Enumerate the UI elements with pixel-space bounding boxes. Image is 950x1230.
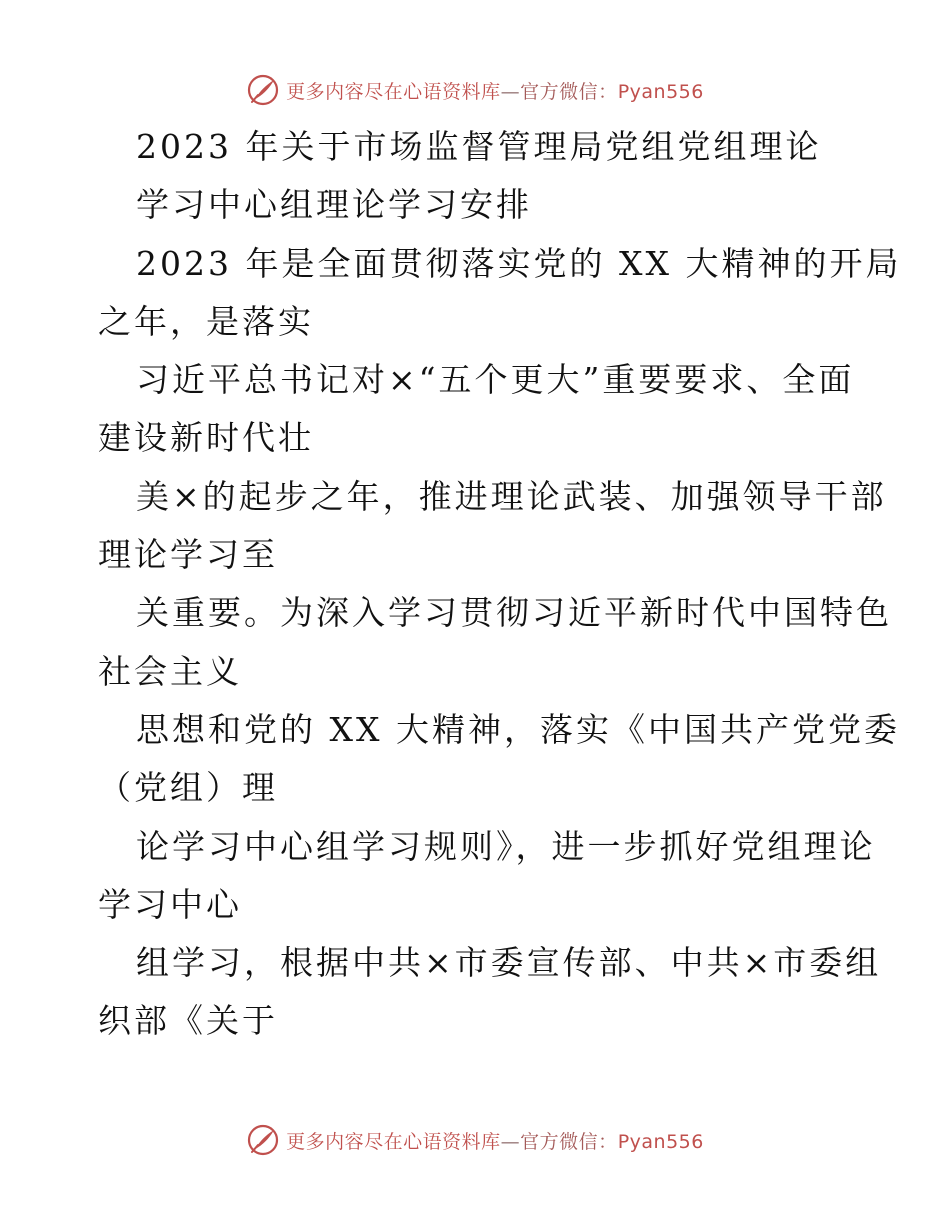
banner-main-text: 更多内容尽在心语资料库 xyxy=(286,80,501,103)
banner-main-text: 更多内容尽在心语资料库 xyxy=(286,1130,501,1153)
banner-separator: — xyxy=(500,1130,521,1153)
doc-line: 理论学习至 xyxy=(98,535,278,575)
feather-pen-logo-icon xyxy=(246,73,280,107)
doc-line: 美×的起步之年，推进理论武装、加强领导干部 xyxy=(136,476,887,516)
doc-line: 学习中心组理论学习安排 xyxy=(136,185,532,225)
doc-line: 2023 年是全面贯彻落实党的 XX 大精神的开局 xyxy=(136,243,902,283)
doc-line: 社会主义 xyxy=(98,651,242,691)
doc-line: 2023 年关于市场监督管理局党组党组理论 xyxy=(136,127,822,166)
doc-line: 织部《关于 xyxy=(98,1001,278,1041)
doc-line: （党组）理 xyxy=(98,768,278,808)
doc-line: 习近平总书记对×“五个更大”重要要求、全面 xyxy=(136,360,855,400)
banner-wechat-id: Pyan556 xyxy=(617,1130,704,1153)
banner-separator: — xyxy=(500,80,521,103)
banner-wechat-id: Pyan556 xyxy=(617,80,704,103)
doc-line: 之年，是落实 xyxy=(98,301,314,341)
feather-pen-logo-icon xyxy=(246,1123,280,1157)
doc-line: 关重要。为深入学习贯彻习近平新时代中国特色 xyxy=(136,593,892,633)
banner-wechat-label: 官方微信： xyxy=(520,80,618,103)
doc-line: 思想和党的 XX 大精神，落实《中国共产党党委 xyxy=(136,709,900,749)
banner-text xyxy=(286,77,704,104)
doc-line: 论学习中心组学习规则》，进一步抓好党组理论 xyxy=(136,826,876,866)
footer-banner xyxy=(0,1120,950,1160)
doc-line: 组学习，根据中共×市委宣传部、中共×市委组 xyxy=(136,943,882,983)
doc-line: 学习中心 xyxy=(98,884,242,924)
doc-line: 建设新时代壮 xyxy=(98,418,314,458)
header-banner xyxy=(0,70,950,110)
document-body xyxy=(98,118,902,1051)
banner-wechat-label: 官方微信： xyxy=(520,1130,618,1153)
banner-text xyxy=(286,1127,704,1154)
